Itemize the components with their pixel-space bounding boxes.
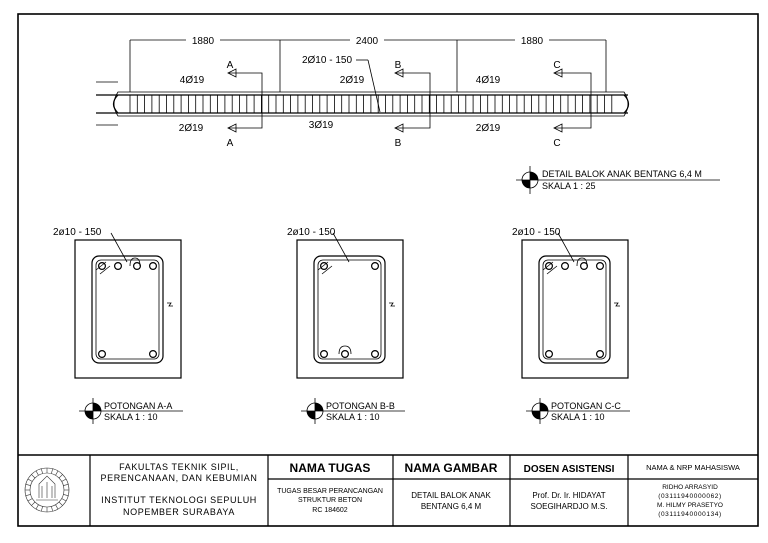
svg-text:C: C xyxy=(553,138,561,149)
nrp-header: NAMA & NRP MAHASISWA xyxy=(646,463,740,472)
cross-sections xyxy=(53,227,630,424)
section-title: POTONGAN A-A xyxy=(104,401,173,411)
stirrup-lines xyxy=(130,95,612,113)
section-scale: SKALA 1 : 10 xyxy=(326,412,380,422)
svg-text:STRUKTUR BETON: STRUKTUR BETON xyxy=(297,497,363,504)
svg-text:A: A xyxy=(226,138,234,149)
section-stirrup-label: 2ø10 - 150 xyxy=(512,227,561,238)
section-stirrup-label: 2ø10 - 150 xyxy=(287,227,336,238)
section-stirrup-label: 2ø10 - 150 xyxy=(53,227,102,238)
nama-gambar-header: NAMA GAMBAR xyxy=(404,461,498,475)
bottom-rebar-right: 2Ø19 xyxy=(475,123,501,134)
svg-text:C: C xyxy=(553,60,561,71)
student-1-nrp: (03111940000062) xyxy=(658,493,722,500)
section-scale: SKALA 1 : 10 xyxy=(104,412,158,422)
top-rebar-left: 4Ø19 xyxy=(179,75,205,86)
detail-title: DETAIL BALOK ANAK BENTANG 6,4 M xyxy=(542,169,702,179)
detail-scale: SKALA 1 : 25 xyxy=(542,181,596,191)
section-title: POTONGAN C-C xyxy=(551,401,621,411)
svg-text:A: A xyxy=(226,60,234,71)
section-c xyxy=(512,227,630,424)
institute-name: INSTITUT TEKNOLOGI SEPULUH xyxy=(101,495,257,505)
bottom-rebar-left: 2Ø19 xyxy=(178,123,204,134)
bottom-rebar-middle: 3Ø19 xyxy=(308,120,334,131)
beam-elevation xyxy=(96,35,720,194)
detail-title-marker xyxy=(516,166,720,194)
svg-text:BENTANG 6,4 M: BENTANG 6,4 M xyxy=(420,502,482,511)
svg-text:B: B xyxy=(394,138,402,149)
svg-text:NOPEMBER SURABAYA: NOPEMBER SURABAYA xyxy=(123,507,235,517)
dosen-value: Prof. Dr. Ir. HIDAYAT xyxy=(532,491,606,500)
svg-text:PERENCANAAN, DAN KEBUMIAN: PERENCANAAN, DAN KEBUMIAN xyxy=(100,473,258,483)
nama-tugas-header: NAMA TUGAS xyxy=(289,461,371,475)
its-logo-icon xyxy=(25,468,69,512)
student-2-nrp: (03111940000134) xyxy=(658,511,722,518)
dim-left: 1880 xyxy=(191,36,215,47)
section-a xyxy=(53,227,183,424)
section-scale: SKALA 1 : 10 xyxy=(551,412,605,422)
faculty-name: FAKULTAS TEKNIK SIPIL, xyxy=(119,462,239,472)
dosen-header: DOSEN ASISTENSI xyxy=(523,464,615,475)
dim-right: 1880 xyxy=(520,36,544,47)
elevation-stirrup-label: 2Ø10 - 150 xyxy=(301,55,353,66)
student-2-name: M. HILMY PRASETYO xyxy=(657,502,723,509)
section-b xyxy=(287,227,405,424)
svg-text:B: B xyxy=(394,60,402,71)
svg-text:RC 184602: RC 184602 xyxy=(312,507,348,514)
sheet-border xyxy=(18,14,758,526)
top-rebar-middle: 2Ø19 xyxy=(339,75,365,86)
dim-middle: 2400 xyxy=(355,36,379,47)
title-block xyxy=(18,455,758,526)
nama-tugas-value: TUGAS BESAR PERANCANGAN xyxy=(277,488,383,495)
svg-text:SOEGIHARDJO M.S.: SOEGIHARDJO M.S. xyxy=(530,502,608,511)
nama-gambar-value: DETAIL BALOK ANAK xyxy=(411,491,491,500)
student-1-name: RIDHO ARRASYID xyxy=(662,484,718,491)
section-cut-c xyxy=(553,60,591,149)
section-title: POTONGAN B-B xyxy=(326,401,395,411)
top-rebar-right: 4Ø19 xyxy=(475,75,501,86)
